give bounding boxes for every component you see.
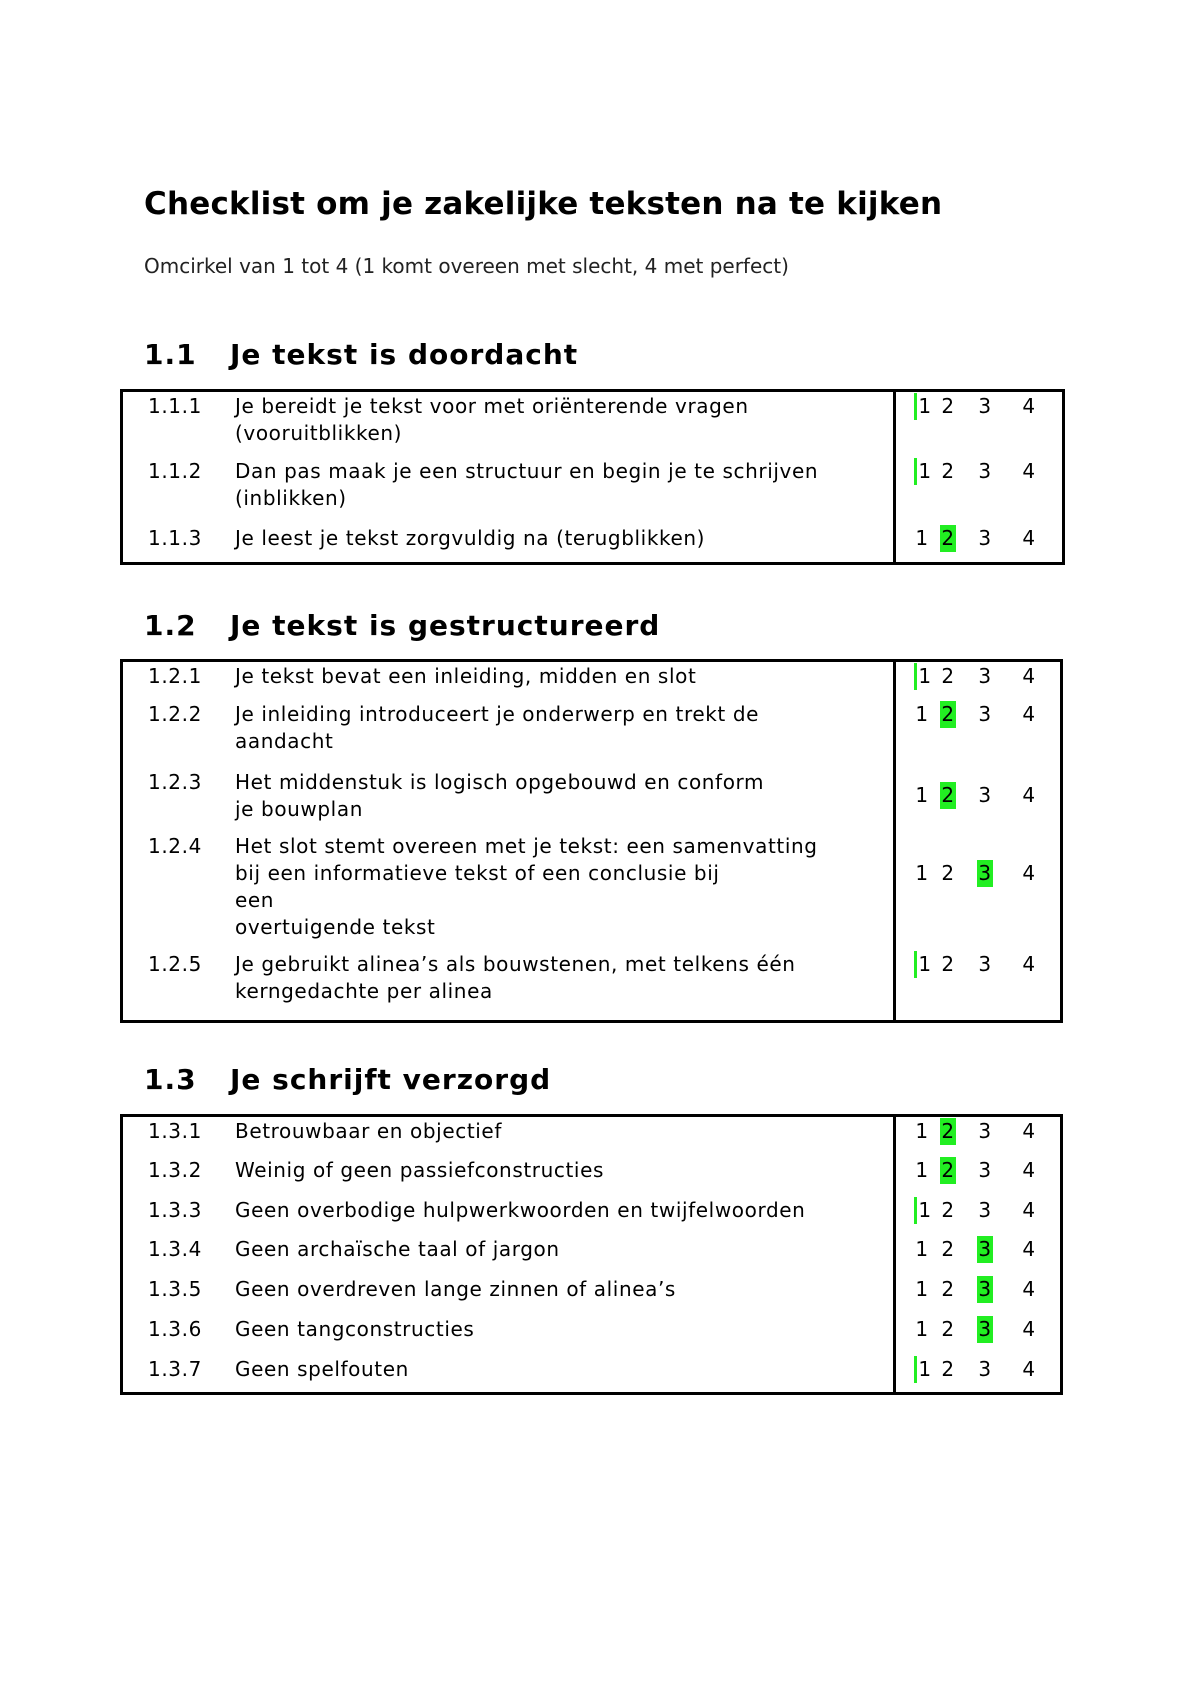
item-text: Je gebruikt alinea’s als bouwstenen, met telkens één kerngedachte per alinea [235, 952, 796, 1003]
score-option-4[interactable]: 4 [1022, 664, 1036, 688]
score-option-3[interactable]: 3 [978, 1317, 992, 1341]
item-number: 1.3.2 [148, 1158, 202, 1182]
score-scale [914, 1316, 1064, 1343]
score-option-3[interactable]: 3 [978, 526, 992, 550]
item-text: Je tekst bevat een inleiding, midden en slot [235, 664, 697, 688]
item-text: Je bereidt je tekst voor met oriënterende vragen (vooruitblikken) [235, 394, 749, 445]
item-number: 1.3.7 [148, 1357, 202, 1381]
score-option-4[interactable]: 4 [1022, 1277, 1036, 1301]
item-text: Je leest je tekst zorgvuldig na (terugblikken) [235, 526, 706, 550]
item-number: 1.3.1 [148, 1119, 202, 1143]
item-number: 1.2.3 [148, 770, 202, 794]
score-scale [914, 701, 1064, 728]
score-option-2[interactable]: 2 [941, 1158, 955, 1182]
item-number: 1.3.3 [148, 1198, 202, 1222]
column-divider [893, 662, 896, 1020]
score-option-3[interactable]: 3 [978, 1198, 992, 1222]
item-text: Geen spelfouten [235, 1357, 409, 1381]
score-option-2[interactable]: 2 [941, 1357, 955, 1381]
score-option-1[interactable]: 1 [915, 1237, 929, 1261]
score-scale [914, 1118, 1064, 1145]
section-heading [144, 1063, 551, 1096]
score-option-1[interactable]: 1 [914, 951, 933, 978]
score-scale [914, 951, 1064, 978]
score-option-4[interactable]: 4 [1022, 783, 1036, 807]
score-option-1[interactable]: 1 [915, 1158, 929, 1182]
item-text: Weinig of geen passiefconstructies [235, 1158, 605, 1182]
score-option-2[interactable]: 2 [941, 702, 955, 726]
score-option-3[interactable]: 3 [978, 1237, 992, 1261]
section-number: 1.1 [144, 338, 197, 371]
score-scale [914, 458, 1064, 485]
score-option-3[interactable]: 3 [978, 861, 992, 885]
score-scale [914, 782, 1064, 809]
column-divider [893, 392, 896, 562]
score-option-4[interactable]: 4 [1022, 1237, 1036, 1261]
section-title: Je tekst is gestructureerd [230, 609, 661, 642]
score-scale [914, 860, 1064, 887]
score-option-3[interactable]: 3 [978, 1277, 992, 1301]
score-option-3[interactable]: 3 [978, 952, 992, 976]
score-option-2[interactable]: 2 [941, 664, 955, 688]
score-option-2[interactable]: 2 [941, 861, 955, 885]
score-option-4[interactable]: 4 [1022, 702, 1036, 726]
score-option-2[interactable]: 2 [941, 394, 955, 418]
item-text: Geen archaïsche taal of jargon [235, 1237, 560, 1261]
score-option-1[interactable]: 1 [914, 1356, 933, 1383]
score-option-1[interactable]: 1 [915, 526, 929, 550]
score-option-2[interactable]: 2 [941, 459, 955, 483]
item-number: 1.1.3 [148, 526, 202, 550]
item-number: 1.2.4 [148, 834, 202, 858]
score-option-1[interactable]: 1 [915, 1317, 929, 1341]
score-option-4[interactable]: 4 [1022, 1198, 1036, 1222]
item-text: Dan pas maak je een structuur en begin je te schrijven (inblikken) [235, 459, 819, 510]
score-option-3[interactable]: 3 [978, 1119, 992, 1143]
item-text: Betrouwbaar en objectief [235, 1119, 502, 1143]
item-text: Je inleiding introduceert je onderwerp en trekt de aandacht [235, 702, 760, 753]
checklist-table [120, 1114, 1063, 1395]
score-scale [914, 1157, 1064, 1184]
score-option-2[interactable]: 2 [941, 526, 955, 550]
score-option-2[interactable]: 2 [941, 1119, 955, 1143]
score-scale [914, 525, 1064, 552]
score-option-3[interactable]: 3 [978, 394, 992, 418]
score-option-1[interactable]: 1 [915, 1277, 929, 1301]
score-option-3[interactable]: 3 [978, 783, 992, 807]
score-option-2[interactable]: 2 [941, 783, 955, 807]
item-number: 1.1.2 [148, 459, 202, 483]
item-text: Geen overbodige hulpwerkwoorden en twijfelwoorden [235, 1198, 806, 1222]
score-option-1[interactable]: 1 [915, 861, 929, 885]
item-number: 1.3.6 [148, 1317, 202, 1341]
score-option-3[interactable]: 3 [978, 459, 992, 483]
score-option-2[interactable]: 2 [941, 1277, 955, 1301]
score-option-2[interactable]: 2 [941, 952, 955, 976]
section-heading [144, 338, 578, 371]
score-scale [914, 1197, 1064, 1224]
page-title: Checklist om je zakelijke teksten na te kijken [144, 186, 943, 222]
score-option-2[interactable]: 2 [941, 1317, 955, 1341]
score-option-4[interactable]: 4 [1022, 1119, 1036, 1143]
score-option-1[interactable]: 1 [915, 1119, 929, 1143]
score-option-4[interactable]: 4 [1022, 394, 1036, 418]
score-scale [914, 1276, 1064, 1303]
section-title: Je tekst is doordacht [230, 338, 579, 371]
item-number: 1.3.4 [148, 1237, 202, 1261]
section-number: 1.3 [144, 1063, 197, 1096]
score-option-4[interactable]: 4 [1022, 1357, 1036, 1381]
score-option-1[interactable]: 1 [914, 393, 933, 420]
score-option-1[interactable]: 1 [914, 458, 933, 485]
item-text: Het middenstuk is logisch opgebouwd en conform je bouwplan [235, 770, 765, 821]
score-scale [914, 663, 1064, 690]
score-option-2[interactable]: 2 [941, 1198, 955, 1222]
score-scale [914, 393, 1064, 420]
checklist-table [120, 389, 1065, 565]
page-subtitle: Omcirkel van 1 tot 4 (1 komt overeen met slecht, 4 met perfect) [144, 254, 789, 278]
score-option-4[interactable]: 4 [1022, 526, 1036, 550]
item-number: 1.2.5 [148, 952, 202, 976]
item-text: Geen tangconstructies [235, 1317, 475, 1341]
column-divider [893, 1117, 896, 1392]
score-option-4[interactable]: 4 [1022, 861, 1036, 885]
score-scale [914, 1356, 1064, 1383]
score-option-4[interactable]: 4 [1022, 952, 1036, 976]
section-heading [144, 609, 660, 642]
item-number: 1.1.1 [148, 394, 202, 418]
score-option-3[interactable]: 3 [978, 702, 992, 726]
score-option-4[interactable]: 4 [1022, 1158, 1036, 1182]
score-option-1[interactable]: 1 [914, 663, 933, 690]
section-number: 1.2 [144, 609, 197, 642]
score-option-3[interactable]: 3 [978, 664, 992, 688]
score-option-3[interactable]: 3 [978, 1357, 992, 1381]
item-text: Geen overdreven lange zinnen of alinea’s [235, 1277, 676, 1301]
score-option-1[interactable]: 1 [915, 702, 929, 726]
score-option-1[interactable]: 1 [914, 1197, 933, 1224]
item-number: 1.2.2 [148, 702, 202, 726]
score-scale [914, 1236, 1064, 1263]
item-number: 1.2.1 [148, 664, 202, 688]
score-option-4[interactable]: 4 [1022, 459, 1036, 483]
score-option-1[interactable]: 1 [915, 783, 929, 807]
item-text: Het slot stemt overeen met je tekst: een samenvatting bij een informatieve tekst of een conclusie bij een overtuigende tekst [235, 834, 818, 939]
section-title: Je schrijft verzorgd [230, 1063, 552, 1096]
score-option-2[interactable]: 2 [941, 1237, 955, 1261]
item-number: 1.3.5 [148, 1277, 202, 1301]
score-option-4[interactable]: 4 [1022, 1317, 1036, 1341]
checklist-table [120, 659, 1063, 1023]
score-option-3[interactable]: 3 [978, 1158, 992, 1182]
